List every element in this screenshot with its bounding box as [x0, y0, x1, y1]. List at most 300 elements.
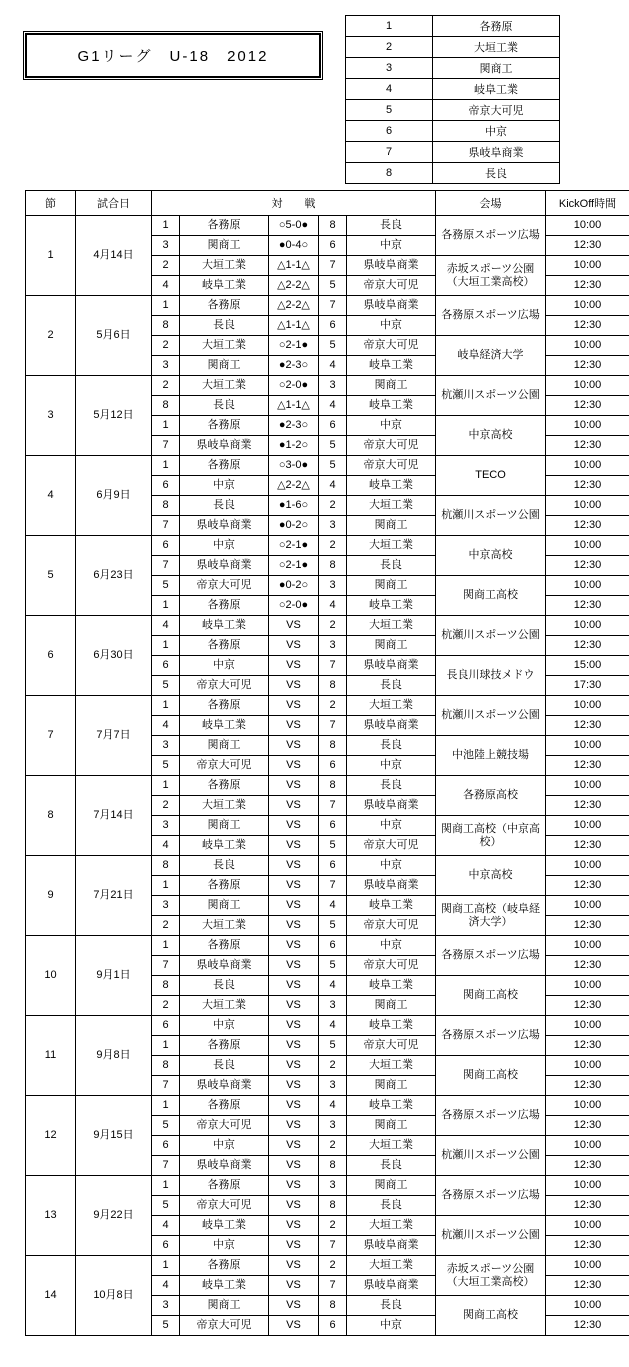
home-no-cell: 1	[152, 1256, 180, 1276]
round-cell: 7	[26, 696, 76, 776]
home-no-cell: 5	[152, 676, 180, 696]
home-no-cell: 6	[152, 1136, 180, 1156]
date-cell: 6月9日	[76, 456, 152, 536]
kickoff-cell: 12:30	[546, 556, 629, 576]
score-cell: VS	[269, 736, 319, 756]
venue-cell: 中京高校	[436, 856, 546, 896]
kickoff-cell: 10:00	[546, 1256, 629, 1276]
away-no-cell: 8	[319, 1296, 347, 1316]
home-team-cell: 帝京大可児	[180, 576, 269, 596]
venue-cell: 赤坂スポーツ公園（大垣工業高校）	[436, 1256, 546, 1296]
kickoff-cell: 12:30	[546, 316, 629, 336]
header-match: 対 戦	[152, 191, 436, 216]
venue-cell: 中京高校	[436, 416, 546, 456]
match-row	[26, 616, 629, 636]
score-cell: VS	[269, 836, 319, 856]
kickoff-cell: 10:00	[546, 1136, 629, 1156]
away-no-cell: 2	[319, 496, 347, 516]
home-no-cell: 7	[152, 1156, 180, 1176]
away-no-cell: 5	[319, 456, 347, 476]
team-row	[346, 142, 560, 163]
kickoff-cell: 10:00	[546, 336, 629, 356]
home-team-cell: 各務原	[180, 936, 269, 956]
home-no-cell: 2	[152, 336, 180, 356]
team-name-cell: 県岐阜商業	[433, 142, 560, 163]
score-cell: ○3-0●	[269, 456, 319, 476]
home-no-cell: 4	[152, 836, 180, 856]
away-no-cell: 6	[319, 856, 347, 876]
away-team-cell: 帝京大可児	[347, 336, 436, 356]
home-team-cell: 大垣工業	[180, 996, 269, 1016]
kickoff-cell: 10:00	[546, 1296, 629, 1316]
away-team-cell: 関商工	[347, 1176, 436, 1196]
venue-cell: 関商工高校（岐阜経済大学）	[436, 896, 546, 936]
team-row	[346, 79, 560, 100]
kickoff-cell: 10:00	[546, 1096, 629, 1116]
away-team-cell: 県岐阜商業	[347, 656, 436, 676]
venue-cell: 各務原スポーツ広場	[436, 1096, 546, 1136]
away-team-cell: 岐阜工業	[347, 976, 436, 996]
home-no-cell: 3	[152, 736, 180, 756]
score-cell: VS	[269, 1216, 319, 1236]
home-no-cell: 3	[152, 236, 180, 256]
score-cell: ●1-2○	[269, 436, 319, 456]
away-no-cell: 2	[319, 1216, 347, 1236]
home-team-cell: 長良	[180, 496, 269, 516]
score-cell: ●0-2○	[269, 576, 319, 596]
match-row	[26, 1016, 629, 1036]
kickoff-cell: 12:30	[546, 836, 629, 856]
match-row	[26, 216, 629, 236]
kickoff-cell: 12:30	[546, 916, 629, 936]
home-no-cell: 1	[152, 776, 180, 796]
away-team-cell: 県岐阜商業	[347, 256, 436, 276]
home-team-cell: 岐阜工業	[180, 1276, 269, 1296]
home-no-cell: 8	[152, 396, 180, 416]
home-team-cell: 帝京大可児	[180, 1316, 269, 1336]
away-team-cell: 県岐阜商業	[347, 296, 436, 316]
date-cell: 7月21日	[76, 856, 152, 936]
round-cell: 5	[26, 536, 76, 616]
score-cell: VS	[269, 1096, 319, 1116]
home-team-cell: 岐阜工業	[180, 1216, 269, 1236]
kickoff-cell: 10:00	[546, 976, 629, 996]
score-cell: ●2-3○	[269, 416, 319, 436]
home-no-cell: 3	[152, 356, 180, 376]
home-no-cell: 1	[152, 936, 180, 956]
team-row	[346, 58, 560, 79]
score-cell: VS	[269, 996, 319, 1016]
away-team-cell: 岐阜工業	[347, 596, 436, 616]
away-team-cell: 帝京大可児	[347, 456, 436, 476]
away-no-cell: 4	[319, 976, 347, 996]
round-cell: 1	[26, 216, 76, 296]
away-team-cell: 大垣工業	[347, 536, 436, 556]
away-team-cell: 大垣工業	[347, 496, 436, 516]
match-row	[26, 456, 629, 476]
kickoff-cell: 10:00	[546, 576, 629, 596]
league-title-box	[25, 33, 321, 78]
away-no-cell: 7	[319, 296, 347, 316]
team-no-cell: 7	[346, 142, 433, 163]
away-no-cell: 6	[319, 936, 347, 956]
away-team-cell: 長良	[347, 556, 436, 576]
kickoff-cell: 12:30	[546, 476, 629, 496]
score-cell: VS	[269, 1236, 319, 1256]
home-no-cell: 7	[152, 1076, 180, 1096]
venue-cell: 中京高校	[436, 536, 546, 576]
home-team-cell: 長良	[180, 396, 269, 416]
score-cell: △2-2△	[269, 296, 319, 316]
home-team-cell: 関商工	[180, 236, 269, 256]
away-no-cell: 5	[319, 436, 347, 456]
away-no-cell: 3	[319, 636, 347, 656]
away-team-cell: 関商工	[347, 516, 436, 536]
away-no-cell: 3	[319, 1116, 347, 1136]
away-team-cell: 県岐阜商業	[347, 876, 436, 896]
home-no-cell: 8	[152, 496, 180, 516]
away-no-cell: 5	[319, 956, 347, 976]
team-no-cell: 8	[346, 163, 433, 184]
away-no-cell: 3	[319, 376, 347, 396]
home-no-cell: 1	[152, 416, 180, 436]
away-team-cell: 大垣工業	[347, 1256, 436, 1276]
home-team-cell: 各務原	[180, 1036, 269, 1056]
kickoff-cell: 12:30	[546, 996, 629, 1016]
away-team-cell: 中京	[347, 856, 436, 876]
home-no-cell: 1	[152, 596, 180, 616]
score-cell: VS	[269, 1296, 319, 1316]
home-team-cell: 関商工	[180, 736, 269, 756]
round-cell: 13	[26, 1176, 76, 1256]
home-team-cell: 大垣工業	[180, 336, 269, 356]
home-no-cell: 4	[152, 1216, 180, 1236]
away-team-cell: 中京	[347, 316, 436, 336]
score-cell: VS	[269, 696, 319, 716]
away-no-cell: 6	[319, 316, 347, 336]
away-team-cell: 岐阜工業	[347, 396, 436, 416]
date-cell: 9月22日	[76, 1176, 152, 1256]
header-venue: 会場	[436, 191, 546, 216]
away-no-cell: 3	[319, 1176, 347, 1196]
away-team-cell: 中京	[347, 1316, 436, 1336]
venue-cell: 各務原スポーツ広場	[436, 216, 546, 256]
score-cell: VS	[269, 956, 319, 976]
match-row	[26, 856, 629, 876]
score-cell: VS	[269, 936, 319, 956]
away-no-cell: 8	[319, 216, 347, 236]
away-no-cell: 7	[319, 1236, 347, 1256]
venue-cell: 岐阜経済大学	[436, 336, 546, 376]
match-row	[26, 376, 629, 396]
kickoff-cell: 12:30	[546, 756, 629, 776]
home-team-cell: 各務原	[180, 416, 269, 436]
home-no-cell: 1	[152, 1176, 180, 1196]
kickoff-cell: 10:00	[546, 1056, 629, 1076]
kickoff-cell: 15:00	[546, 656, 629, 676]
away-no-cell: 7	[319, 1276, 347, 1296]
score-cell: VS	[269, 1136, 319, 1156]
round-cell: 6	[26, 616, 76, 696]
home-no-cell: 5	[152, 576, 180, 596]
score-cell: VS	[269, 816, 319, 836]
date-cell: 6月30日	[76, 616, 152, 696]
kickoff-cell: 10:00	[546, 1176, 629, 1196]
home-team-cell: 帝京大可児	[180, 676, 269, 696]
score-cell: VS	[269, 1176, 319, 1196]
away-no-cell: 8	[319, 676, 347, 696]
away-team-cell: 岐阜工業	[347, 896, 436, 916]
home-team-cell: 中京	[180, 476, 269, 496]
home-no-cell: 1	[152, 1036, 180, 1056]
score-cell: VS	[269, 756, 319, 776]
away-team-cell: 長良	[347, 736, 436, 756]
score-cell: VS	[269, 796, 319, 816]
date-cell: 9月1日	[76, 936, 152, 1016]
venue-cell: 関商工高校	[436, 976, 546, 1016]
away-team-cell: 県岐阜商業	[347, 1236, 436, 1256]
away-no-cell: 5	[319, 836, 347, 856]
score-cell: VS	[269, 1016, 319, 1036]
kickoff-cell: 12:30	[546, 1236, 629, 1256]
away-no-cell: 5	[319, 276, 347, 296]
team-name-cell: 大垣工業	[433, 37, 560, 58]
home-no-cell: 1	[152, 216, 180, 236]
round-cell: 3	[26, 376, 76, 456]
home-no-cell: 2	[152, 376, 180, 396]
home-team-cell: 関商工	[180, 1296, 269, 1316]
kickoff-cell: 12:30	[546, 1156, 629, 1176]
kickoff-cell: 12:30	[546, 436, 629, 456]
home-no-cell: 6	[152, 536, 180, 556]
kickoff-cell: 12:30	[546, 236, 629, 256]
home-team-cell: 各務原	[180, 876, 269, 896]
kickoff-cell: 12:30	[546, 1276, 629, 1296]
score-cell: ○2-1●	[269, 556, 319, 576]
date-cell: 5月12日	[76, 376, 152, 456]
score-cell: VS	[269, 1156, 319, 1176]
kickoff-cell: 12:30	[546, 396, 629, 416]
home-no-cell: 5	[152, 1116, 180, 1136]
away-team-cell: 岐阜工業	[347, 1096, 436, 1116]
kickoff-cell: 10:00	[546, 776, 629, 796]
home-team-cell: 各務原	[180, 696, 269, 716]
team-name-cell: 各務原	[433, 16, 560, 37]
kickoff-cell: 12:30	[546, 876, 629, 896]
away-team-cell: 県岐阜商業	[347, 796, 436, 816]
away-team-cell: 長良	[347, 1196, 436, 1216]
home-no-cell: 7	[152, 436, 180, 456]
score-cell: VS	[269, 716, 319, 736]
home-no-cell: 4	[152, 616, 180, 636]
away-no-cell: 4	[319, 596, 347, 616]
away-team-cell: 帝京大可児	[347, 956, 436, 976]
score-cell: △1-1△	[269, 316, 319, 336]
kickoff-cell: 10:00	[546, 936, 629, 956]
score-cell: ●0-4○	[269, 236, 319, 256]
away-no-cell: 2	[319, 536, 347, 556]
away-no-cell: 6	[319, 756, 347, 776]
venue-cell: 杭瀬川スポーツ公園	[436, 376, 546, 416]
match-row	[26, 936, 629, 956]
away-team-cell: 県岐阜商業	[347, 1276, 436, 1296]
kickoff-cell: 10:00	[546, 616, 629, 636]
score-cell: △1-1△	[269, 396, 319, 416]
home-no-cell: 5	[152, 756, 180, 776]
team-name-cell: 中京	[433, 121, 560, 142]
header-round: 節	[26, 191, 76, 216]
header-kickoff: KickOff時間	[546, 191, 629, 216]
kickoff-cell: 10:00	[546, 216, 629, 236]
score-cell: VS	[269, 1056, 319, 1076]
away-no-cell: 4	[319, 1016, 347, 1036]
team-name-cell: 関商工	[433, 58, 560, 79]
home-team-cell: 関商工	[180, 816, 269, 836]
home-team-cell: 長良	[180, 976, 269, 996]
score-cell: ○2-0●	[269, 596, 319, 616]
teams-table	[345, 15, 560, 184]
match-row	[26, 536, 629, 556]
home-team-cell: 各務原	[180, 1096, 269, 1116]
venue-cell: 長良川球技メドウ	[436, 656, 546, 696]
away-no-cell: 7	[319, 796, 347, 816]
away-no-cell: 8	[319, 556, 347, 576]
away-no-cell: 7	[319, 716, 347, 736]
round-cell: 2	[26, 296, 76, 376]
date-cell: 10月8日	[76, 1256, 152, 1336]
home-no-cell: 4	[152, 276, 180, 296]
kickoff-cell: 12:30	[546, 1116, 629, 1136]
score-cell: VS	[269, 1256, 319, 1276]
score-cell: VS	[269, 1316, 319, 1336]
away-team-cell: 中京	[347, 816, 436, 836]
kickoff-cell: 12:30	[546, 716, 629, 736]
home-team-cell: 帝京大可児	[180, 1196, 269, 1216]
venue-cell: 杭瀬川スポーツ公園	[436, 496, 546, 536]
kickoff-cell: 12:30	[546, 1076, 629, 1096]
home-no-cell: 7	[152, 556, 180, 576]
home-team-cell: 各務原	[180, 636, 269, 656]
away-no-cell: 8	[319, 1156, 347, 1176]
score-cell: VS	[269, 916, 319, 936]
match-row	[26, 296, 629, 316]
kickoff-cell: 12:30	[546, 1036, 629, 1056]
venue-cell: 杭瀬川スポーツ公園	[436, 616, 546, 656]
away-no-cell: 8	[319, 1196, 347, 1216]
away-no-cell: 6	[319, 816, 347, 836]
away-team-cell: 長良	[347, 676, 436, 696]
away-team-cell: 帝京大可児	[347, 276, 436, 296]
score-cell: VS	[269, 976, 319, 996]
score-cell: VS	[269, 1076, 319, 1096]
home-no-cell: 6	[152, 1236, 180, 1256]
kickoff-cell: 10:00	[546, 296, 629, 316]
team-no-cell: 1	[346, 16, 433, 37]
score-cell: ●1-6○	[269, 496, 319, 516]
team-name-cell: 岐阜工業	[433, 79, 560, 100]
home-no-cell: 1	[152, 296, 180, 316]
kickoff-cell: 10:00	[546, 456, 629, 476]
away-no-cell: 3	[319, 1076, 347, 1096]
away-team-cell: 帝京大可児	[347, 1036, 436, 1056]
away-team-cell: 帝京大可児	[347, 916, 436, 936]
home-team-cell: 長良	[180, 316, 269, 336]
home-no-cell: 8	[152, 976, 180, 996]
team-no-cell: 2	[346, 37, 433, 58]
kickoff-cell: 10:00	[546, 376, 629, 396]
kickoff-cell: 12:30	[546, 1196, 629, 1216]
home-team-cell: 県岐阜商業	[180, 516, 269, 536]
home-team-cell: 岐阜工業	[180, 836, 269, 856]
away-no-cell: 7	[319, 876, 347, 896]
home-team-cell: 長良	[180, 856, 269, 876]
score-cell: VS	[269, 896, 319, 916]
home-team-cell: 岐阜工業	[180, 276, 269, 296]
home-team-cell: 長良	[180, 1056, 269, 1076]
date-cell: 9月15日	[76, 1096, 152, 1176]
team-no-cell: 3	[346, 58, 433, 79]
away-no-cell: 4	[319, 396, 347, 416]
away-no-cell: 2	[319, 1256, 347, 1276]
kickoff-cell: 10:00	[546, 1216, 629, 1236]
home-no-cell: 5	[152, 1316, 180, 1336]
home-team-cell: 県岐阜商業	[180, 956, 269, 976]
date-cell: 6月23日	[76, 536, 152, 616]
away-team-cell: 県岐阜商業	[347, 716, 436, 736]
away-no-cell: 2	[319, 1136, 347, 1156]
kickoff-cell: 12:30	[546, 356, 629, 376]
home-no-cell: 1	[152, 876, 180, 896]
away-team-cell: 岐阜工業	[347, 476, 436, 496]
score-cell: ○2-1●	[269, 336, 319, 356]
home-team-cell: 大垣工業	[180, 256, 269, 276]
home-no-cell: 1	[152, 456, 180, 476]
home-team-cell: 中京	[180, 656, 269, 676]
away-no-cell: 3	[319, 996, 347, 1016]
header-date: 試合日	[76, 191, 152, 216]
away-no-cell: 2	[319, 616, 347, 636]
score-cell: VS	[269, 616, 319, 636]
score-cell: VS	[269, 1116, 319, 1136]
kickoff-cell: 12:30	[546, 796, 629, 816]
home-team-cell: 帝京大可児	[180, 1116, 269, 1136]
away-team-cell: 大垣工業	[347, 696, 436, 716]
home-team-cell: 県岐阜商業	[180, 556, 269, 576]
away-team-cell: 大垣工業	[347, 616, 436, 636]
home-no-cell: 8	[152, 856, 180, 876]
home-no-cell: 4	[152, 1276, 180, 1296]
score-cell: VS	[269, 1036, 319, 1056]
home-team-cell: 中京	[180, 1136, 269, 1156]
away-no-cell: 8	[319, 736, 347, 756]
match-row	[26, 1096, 629, 1116]
away-team-cell: 関商工	[347, 376, 436, 396]
away-no-cell: 7	[319, 256, 347, 276]
away-no-cell: 5	[319, 916, 347, 936]
league-title: G1リーグ U-18 2012	[77, 48, 269, 65]
home-team-cell: 中京	[180, 536, 269, 556]
away-team-cell: 帝京大可児	[347, 836, 436, 856]
date-cell: 5月6日	[76, 296, 152, 376]
score-cell: △2-2△	[269, 476, 319, 496]
score-cell: ●0-2○	[269, 516, 319, 536]
kickoff-cell: 12:30	[546, 516, 629, 536]
venue-cell: 関商工高校	[436, 1296, 546, 1336]
score-cell: VS	[269, 776, 319, 796]
home-no-cell: 3	[152, 816, 180, 836]
home-team-cell: 大垣工業	[180, 376, 269, 396]
match-row	[26, 1176, 629, 1196]
